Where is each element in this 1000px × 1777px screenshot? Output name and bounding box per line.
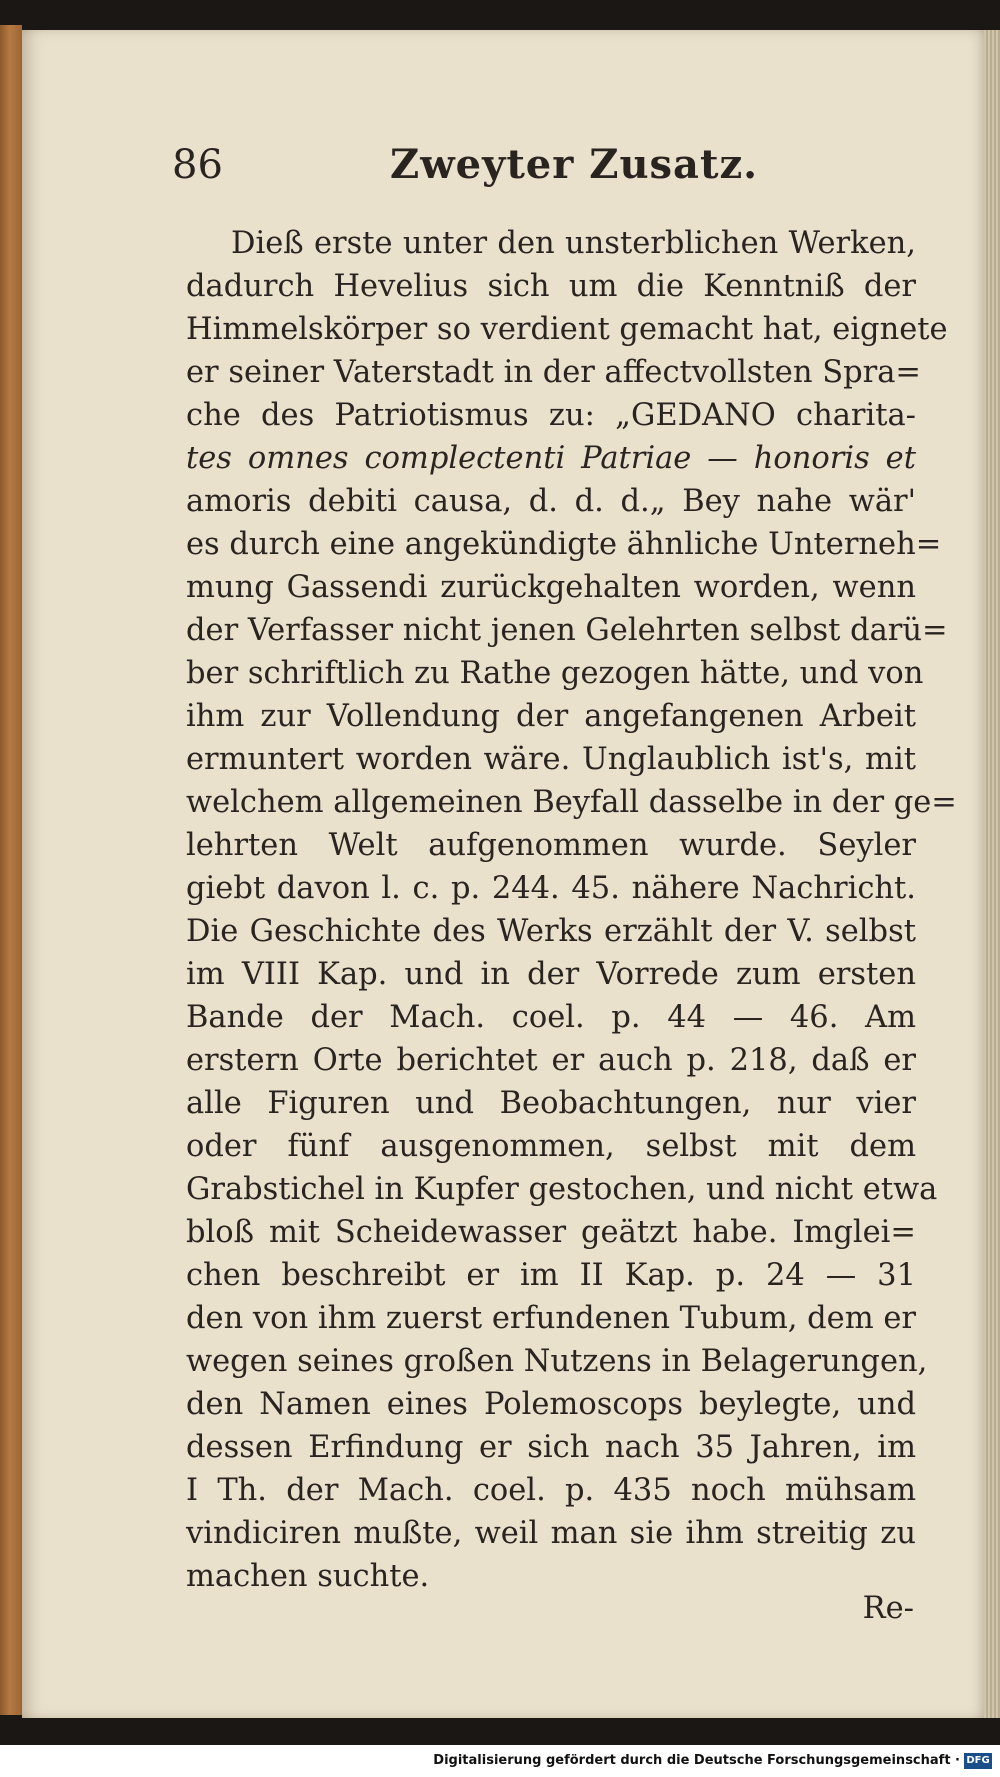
text-line: er seiner Vaterstadt in der affectvollsten Spra= — [186, 355, 921, 390]
text-line: Die Geschichte des Werks erzählt der V. selbst — [186, 914, 916, 949]
text-line: tes omnes complectenti Patriae — honoris et — [186, 441, 916, 476]
text-line: den von ihm zuerst erfundenen Tubum, dem er — [186, 1301, 916, 1336]
text-line: dessen Erfindung er sich nach 35 Jahren, im — [186, 1430, 916, 1465]
text-line: Dieß erste unter den unsterblichen Werken, — [231, 226, 916, 261]
text-line: dadurch Hevelius sich um die Kenntniß der — [186, 269, 916, 304]
catchword: Re- — [862, 1591, 914, 1626]
text-line: wegen seines großen Nutzens in Belagerungen, — [186, 1344, 928, 1379]
funding-credit: Digitalisierung gefördert durch die Deutsche Forschungsgemeinschaft · — [433, 1753, 960, 1768]
text-line: bloß mit Scheidewasser geätzt habe. Imglei= — [186, 1215, 916, 1250]
text-line: machen suchte. — [186, 1559, 430, 1594]
text-line: der Verfasser nicht jenen Gelehrten selbst darü= — [186, 613, 948, 648]
text-line: I Th. der Mach. coel. p. 435 noch mühsam — [186, 1473, 916, 1508]
text-line: ber schriftlich zu Rathe gezogen hätte, und von — [186, 656, 924, 691]
page-edges — [984, 30, 1000, 1718]
text-line: Himmelskörper so verdient gemacht hat, eignete — [186, 312, 948, 347]
digitization-footer — [0, 1745, 1000, 1777]
text-line: giebt davon l. c. p. 244. 45. nähere Nachricht. — [186, 871, 916, 906]
text-line: mung Gassendi zurückgehalten worden, wenn — [186, 570, 916, 605]
dfg-logo: DFG — [964, 1753, 992, 1769]
text-line: che des Patriotismus zu: „GEDANO charita- — [186, 398, 916, 433]
page-header — [172, 140, 892, 200]
body-paragraph — [186, 222, 957, 1598]
text-line: lehrten Welt aufgenommen wurde. Seyler — [186, 828, 916, 863]
book-spine — [0, 25, 22, 1715]
text-line: Bande der Mach. coel. p. 44 — 46. Am — [186, 1000, 916, 1035]
text-line: chen beschreibt er im II Kap. p. 24 — 31 — [186, 1258, 916, 1293]
text-line: Grabstichel in Kupfer gestochen, und nicht etwa — [186, 1172, 938, 1207]
text-line: im VIII Kap. und in der Vorrede zum ersten — [186, 957, 916, 992]
text-line: erstern Orte berichtet er auch p. 218, daß er — [186, 1043, 916, 1078]
running-head: Zweyter Zusatz. — [390, 141, 759, 188]
text-line: es durch eine angekündigte ähnliche Unterneh= — [186, 527, 942, 562]
text-line: amoris debiti causa, d. d. d.„ Bey nahe wär' — [186, 484, 916, 519]
page-number: 86 — [172, 142, 223, 188]
text-line: ihm zur Vollendung der angefangenen Arbeit — [186, 699, 916, 734]
text-line: alle Figuren und Beobachtungen, nur vier — [186, 1086, 916, 1121]
text-line: oder fünf ausgenommen, selbst mit dem — [186, 1129, 916, 1164]
text-line: vindiciren mußte, weil man sie ihm streitig zu — [186, 1516, 916, 1551]
text-line: ermuntert worden wäre. Unglaublich ist's, mit — [186, 742, 916, 777]
text-line: den Namen eines Polemoscops beylegte, und — [186, 1387, 916, 1422]
text-line: welchem allgemeinen Beyfall dasselbe in der ge= — [186, 785, 957, 820]
